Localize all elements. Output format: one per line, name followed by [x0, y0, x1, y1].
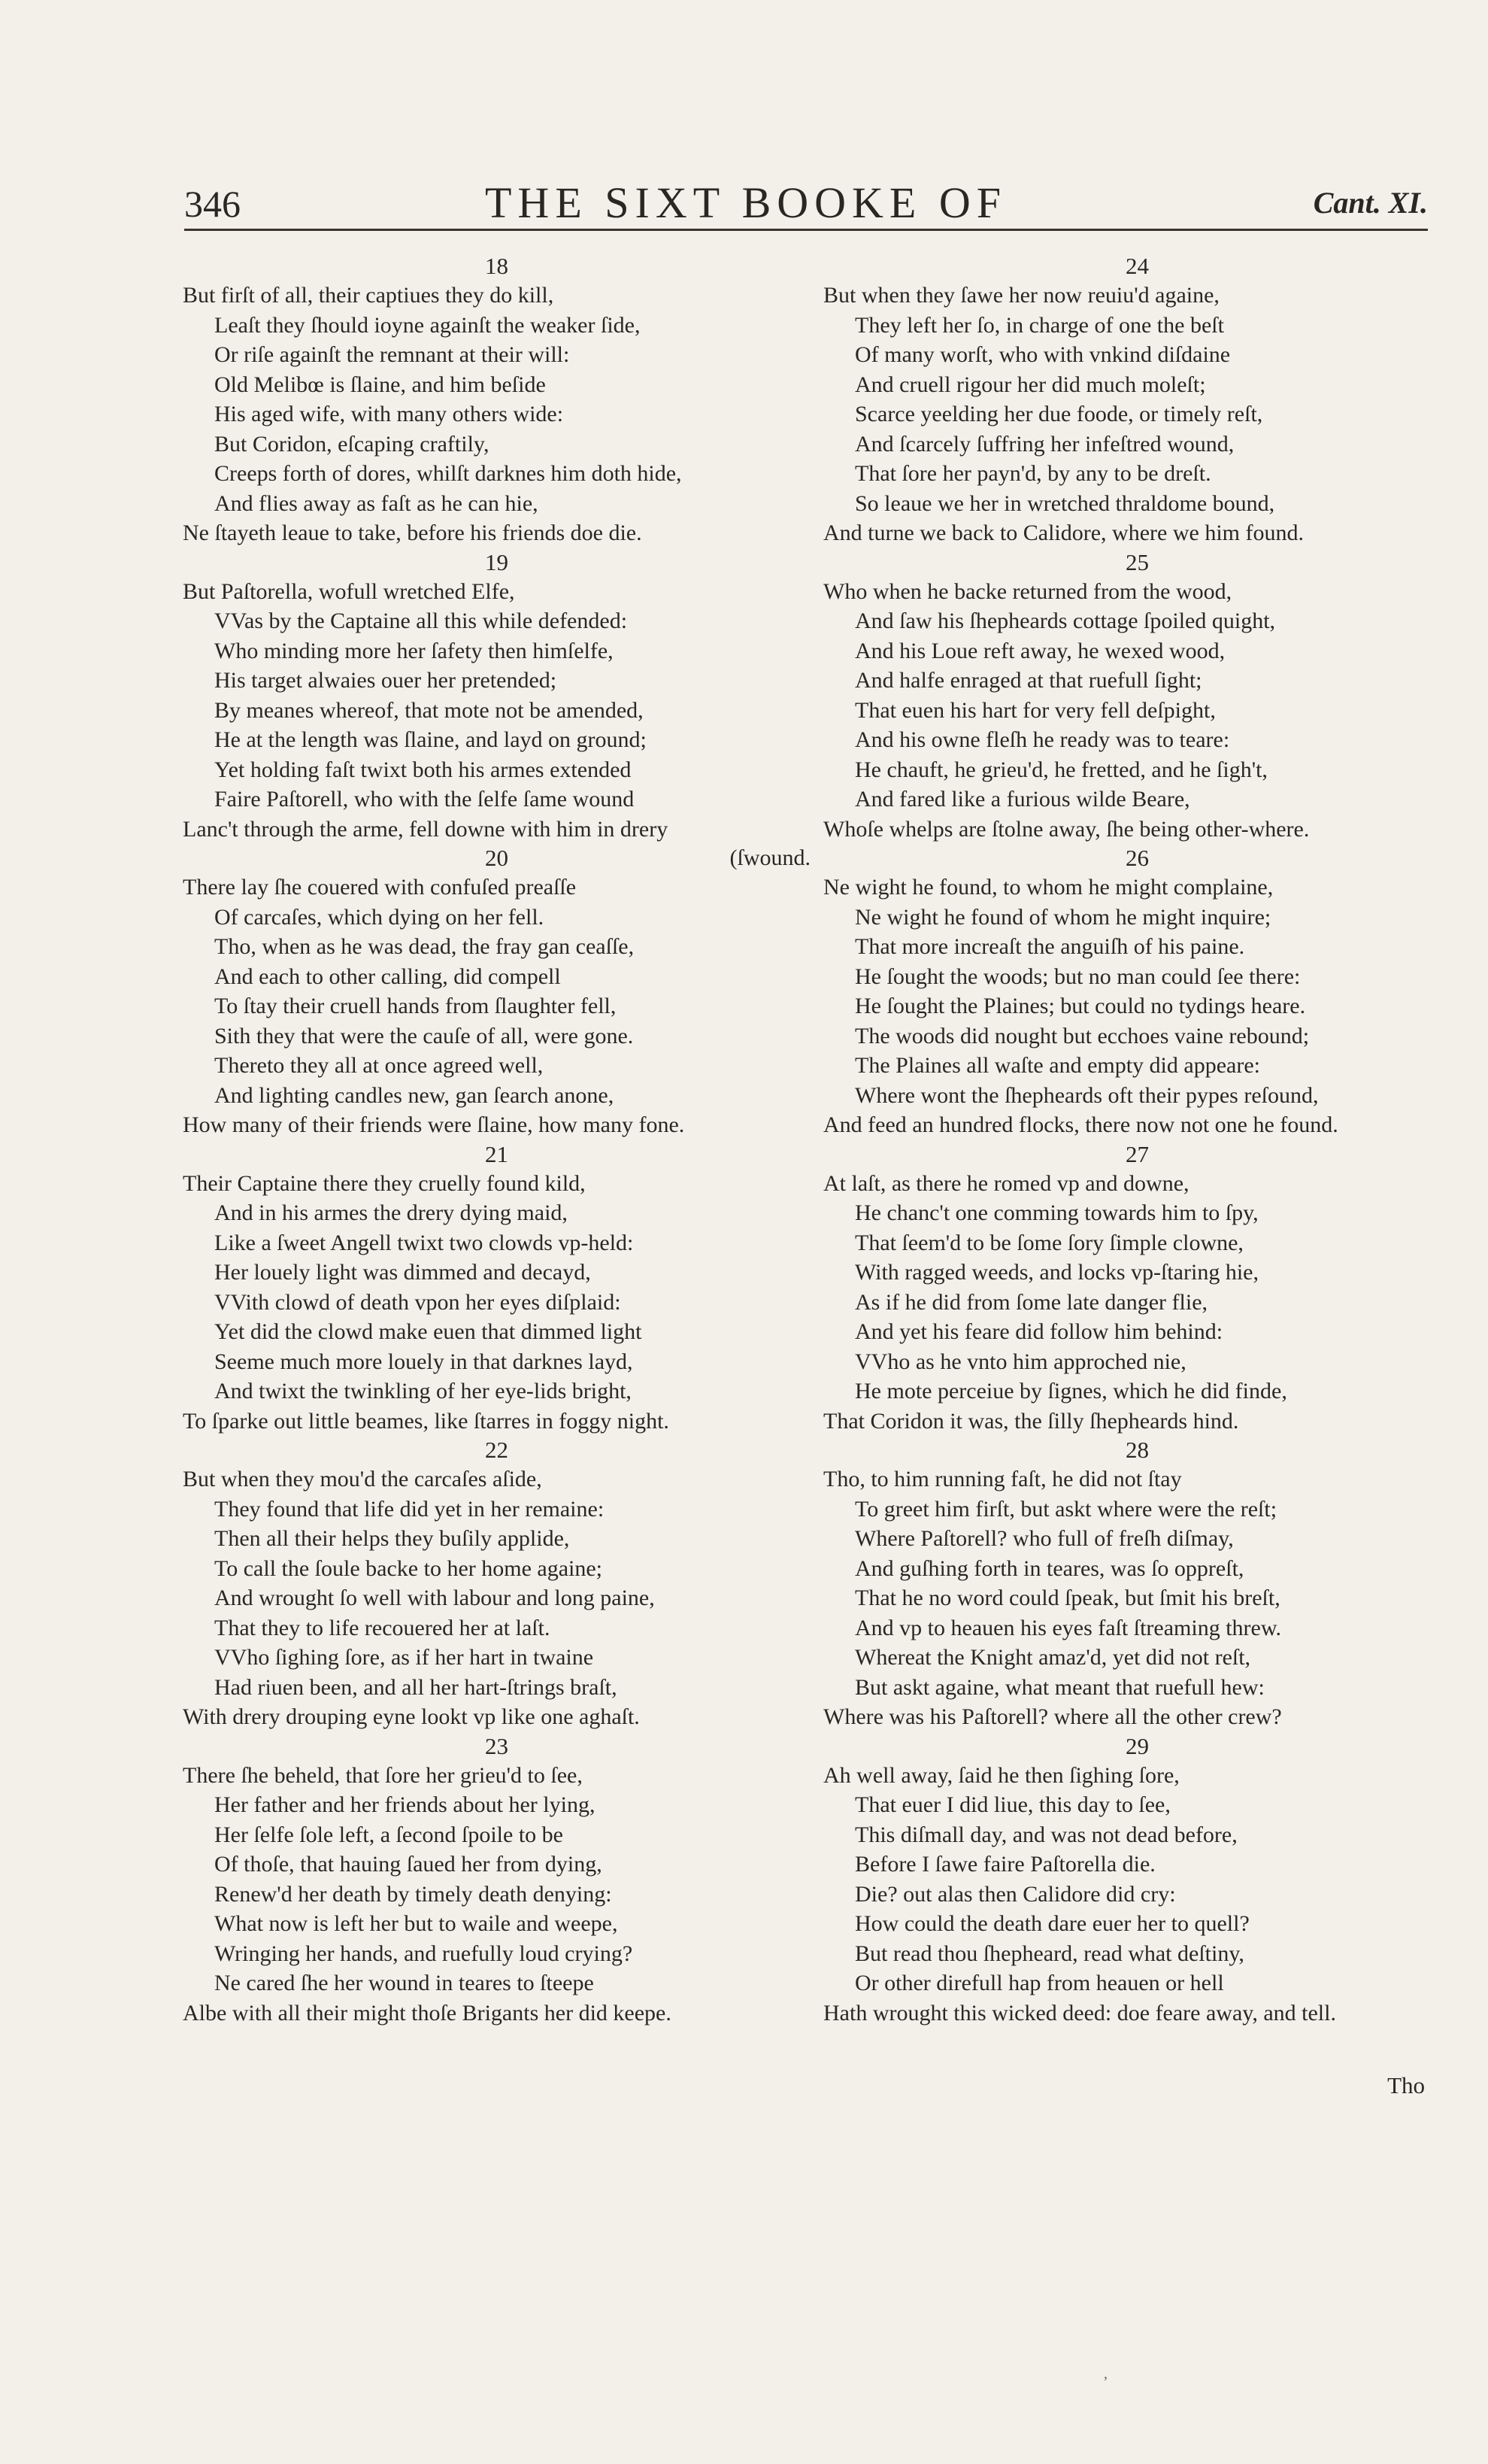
verse-line: Tho, to him running faſt, he did not ſtay: [823, 1467, 1182, 1491]
stanza: [183, 1140, 811, 1437]
turnover-text: (ſwound.: [729, 845, 811, 870]
verse-line: That euen his hart for very fell deſpight,: [855, 697, 1216, 723]
verse-line: To call the ſoule backe to her home againe;: [214, 1555, 603, 1581]
left-column: [183, 252, 811, 2028]
verse-line: That Coridon it was, the ſilly ſhepheards hind.: [823, 1408, 1239, 1434]
verse-line: How many of their friends were ſlaine, how many fone.: [183, 1112, 685, 1137]
verse-line: But Paſtorella, wofull wretched Elfe,: [183, 578, 515, 604]
verse-line: That he no word could ſpeak, but ſmit his breſt,: [855, 1586, 1280, 1610]
verse-line: Old Melibœ is ſlaine, and him beſide: [214, 372, 546, 397]
verse-line: That more increaſt the anguiſh of his paine.: [855, 934, 1245, 959]
verse-line: And guſhing forth in teares, was ſo oppreſt,: [855, 1555, 1244, 1581]
verse-line: Or riſe againſt the remnant at their will:: [214, 342, 570, 367]
verse-line: Ne cared ſhe her wound in teares to ſteepe: [214, 1971, 594, 1995]
verse-line: But Coridon, eſcaping craftily,: [214, 431, 489, 457]
verse-line: VVas by the Captaine all this while defended:: [214, 608, 628, 633]
verse-line: And twixt the twinkling of her eye-lids bright,: [214, 1379, 632, 1403]
verse-line: He at the length was ſlaine, and layd on ground;: [214, 727, 647, 752]
verse-line: Lanc't through the arme, fell downe with him in drery: [183, 816, 668, 842]
verse-line: His target alwaies ouer her pretended;: [214, 668, 557, 693]
stanza-number: 24: [1126, 253, 1149, 279]
verse-line: Her louely light was dimmed and decayd,: [214, 1260, 591, 1285]
verse-line: That ſore her payn'd, by any to be dreſt.: [855, 461, 1211, 486]
verse-line: And ſaw his ſhepheards cottage ſpoiled quight,: [855, 608, 1276, 633]
verse-line: They found that life did yet in her remaine:: [214, 1496, 605, 1522]
stanza-number: 19: [485, 548, 508, 575]
verse-line: And yet his feare did follow him behind:: [855, 1319, 1223, 1344]
verse-line: And vp to heauen his eyes faſt ſtreaming threw.: [855, 1615, 1282, 1640]
verse-line: The woods did nought but ecchoes vaine rebound;: [855, 1023, 1310, 1048]
verse-line: VVith clowd of death vpon her eyes diſplaid:: [214, 1289, 621, 1315]
stanza-number: 20 (ſwound.: [485, 845, 811, 871]
verse-line: Renew'd her death by timely death denying:: [214, 1881, 612, 1907]
verse-line: Who when he backe returned from the wood,: [823, 578, 1232, 604]
verse-line: To greet him firſt, but askt where were the reſt;: [855, 1496, 1277, 1522]
verse-line: Their Captaine there they cruelly found kild,: [183, 1170, 586, 1196]
verse-line: He chanc't one comming towards him to ſpy,: [855, 1200, 1259, 1225]
verse-line: The Plaines all waſte and empty did appeare:: [855, 1053, 1260, 1078]
verse-line: With ragged weeds, and locks vp-ſtaring hie,: [855, 1260, 1259, 1285]
verse-line: Or other direfull hap from heauen or hell: [855, 1971, 1224, 1995]
verse-line: Ne wight he found, to whom he might complaine,: [823, 875, 1274, 900]
page-blemish: ,: [1104, 2365, 1108, 2382]
stanza-number: 22: [485, 1437, 508, 1463]
verse-line: Of thoſe, that hauing ſaued her from dying,: [214, 1852, 602, 1877]
verse-line: Before I ſawe faire Paſtorella die.: [855, 1852, 1156, 1877]
canto-label: Cant. XI.: [1313, 186, 1428, 220]
verse-line: And his owne fleſh he ready was to teare:: [855, 727, 1230, 752]
verse-line: By meanes whereof, that mote not be amended,: [214, 697, 644, 723]
verse-line: This diſmall day, and was not dead before,: [855, 1822, 1238, 1847]
verse-line: That they to life recouered her at laſt.: [214, 1615, 550, 1640]
verse-line: Her ſelfe ſole left, a ſecond ſpoile to be: [214, 1822, 563, 1847]
verse-line: Wringing her hands, and ruefully loud crying?: [214, 1941, 633, 1966]
verse-line: And each to other calling, did compell: [214, 963, 561, 989]
verse-line: Seeme much more louely in that darknes layd,: [214, 1349, 633, 1374]
stanza-number: 18: [485, 253, 508, 279]
stanza-number: 26: [1126, 845, 1149, 871]
verse-line: They left her ſo, in charge of one the beſt: [855, 312, 1224, 338]
verse-line: Whereat the Knight amaz'd, yet did not reſt,: [855, 1645, 1251, 1670]
verse-line: Of many worſt, who with vnkind diſdaine: [855, 342, 1231, 367]
page-number: 346: [184, 183, 241, 225]
verse-line: Then all their helps they buſily applide,: [214, 1526, 570, 1551]
verse-line: Yet holding faſt twixt both his armes extended: [214, 757, 632, 782]
verse-line: At laſt, as there he romed vp and downe,: [823, 1170, 1189, 1196]
verse-line: And feed an hundred flocks, there now not one he found.: [823, 1112, 1338, 1137]
verse-line: Sith they that were the cauſe of all, were gone.: [214, 1023, 634, 1048]
verse-line: He chauft, he grieu'd, he fretted, and he ſigh't,: [855, 757, 1268, 782]
verse-line: Hath wrought this wicked deed: doe feare away, and tell.: [823, 2000, 1336, 2026]
stanza: [823, 1436, 1451, 1732]
stanza: [183, 1732, 811, 2029]
verse-line: And wrought ſo well with labour and long paine,: [214, 1586, 655, 1610]
verse-line: Ah well away, ſaid he then ſighing ſore,: [823, 1762, 1180, 1788]
verse-line: Thereto they all at once agreed well,: [214, 1053, 544, 1078]
stanza: [823, 548, 1451, 845]
stanza: [183, 548, 811, 845]
verse-line: Faire Paſtorell, who with the ſelfe ſame wound: [214, 787, 635, 812]
verse-line: Of carcaſes, which dying on her fell.: [214, 904, 544, 930]
verse-line: So leaue we her in wretched thraldome bound,: [855, 490, 1275, 516]
verse-line: Like a ſweet Angell twixt two clowds vp-held:: [214, 1230, 634, 1255]
verse-line: Her father and her friends about her lying,: [214, 1792, 596, 1817]
stanza-number: 21: [485, 1140, 508, 1167]
stanza-number: 28: [1126, 1437, 1149, 1463]
verse-line: But when they mou'd the carcaſes aſide,: [183, 1467, 542, 1491]
verse-line: Whoſe whelps are ſtolne away, ſhe being other-where.: [823, 816, 1310, 842]
stanza: [183, 252, 811, 548]
verse-line: VVho ſighing ſore, as if her hart in twaine: [214, 1645, 594, 1670]
verse-line: VVho as he vnto him approched nie,: [855, 1349, 1186, 1374]
verse-line: And turne we back to Calidore, where we him found.: [823, 520, 1304, 545]
verse-line: But read thou ſhepheard, read what deſtiny,: [855, 1941, 1244, 1966]
verse-line: Albe with all their might thoſe Brigants her did keepe.: [183, 2000, 671, 2026]
verse-line: To ſtay their cruell hands from ſlaughter fell,: [214, 994, 617, 1018]
verse-line: What now is left her but to waile and weepe,: [214, 1911, 618, 1936]
right-column: [823, 252, 1451, 2028]
stanza-number: 27: [1126, 1140, 1149, 1167]
stanza: [183, 844, 811, 1140]
stanza-number: 29: [1126, 1732, 1149, 1759]
stanza-number: 23: [485, 1732, 508, 1759]
stanza: [183, 1436, 811, 1732]
verse-line: Leaſt they ſhould ioyne againſt the weaker ſide,: [214, 312, 641, 338]
verse-line: That euer I did liue, this day to ſee,: [855, 1792, 1171, 1817]
verse-line: And flies away as faſt as he can hie,: [214, 490, 538, 516]
stanza: [823, 844, 1451, 1140]
verse-line: As if he did from ſome late danger flie,: [855, 1289, 1208, 1315]
verse-line: And ſcarcely ſuffring her infeſtred wound,: [855, 431, 1235, 457]
verse-line: Creeps forth of dores, whilſt darknes him doth hide,: [214, 461, 682, 486]
verse-line: There lay ſhe couered with confuſed preaſſe: [183, 875, 577, 900]
verse-line: Scarce yeelding her due foode, or timely reſt,: [855, 402, 1263, 426]
verse-line: But firſt of all, their captiues they do kill,: [183, 283, 554, 308]
verse-line: Where was his Paſtorell? where all the other crew?: [823, 1704, 1282, 1729]
verse-line: Who minding more her ſafety then himſelfe,: [214, 638, 614, 663]
verse-line: Die? out alas then Calidore did cry:: [855, 1881, 1176, 1907]
verse-line: Ne wight he found of whom he might inquire;: [855, 904, 1271, 930]
stanza: [823, 252, 1451, 548]
verse-line: And cruell rigour her did much moleſt;: [855, 372, 1206, 397]
verse-line: There ſhe beheld, that ſore her grieu'd to ſee,: [183, 1762, 583, 1788]
stanza-number: 25: [1126, 548, 1149, 575]
verse-line: But askt againe, what meant that ruefull hew:: [855, 1674, 1265, 1700]
running-title: THE SIXT BOOKE OF: [485, 178, 1007, 227]
verse-line: Yet did the clowd make euen that dimmed light: [214, 1319, 642, 1344]
verse-line: Where wont the ſhepheards oft their pypes reſound,: [855, 1082, 1319, 1108]
verse-line: He mote perceiue by ſignes, which he did finde,: [855, 1379, 1287, 1403]
verse-line: Where Paſtorell? who full of freſh diſmay,: [855, 1526, 1234, 1551]
verse-line: And halfe enraged at that ruefull ſight;: [855, 668, 1202, 693]
verse-line: Had riuen been, and all her hart-ſtrings braſt,: [214, 1674, 617, 1700]
verse-line: And fared like a furious wilde Beare,: [855, 787, 1190, 812]
verse-line: To ſparke out little beames, like ſtarres in foggy night.: [183, 1408, 669, 1434]
header-rule: [184, 229, 1428, 231]
verse-line: With drery drouping eyne lookt vp like one aghaſt.: [183, 1704, 640, 1729]
verse-line: And in his armes the drery dying maid,: [214, 1200, 568, 1225]
stanza: [823, 1140, 1451, 1437]
verse-line: And lighting candles new, gan ſearch anone,: [214, 1082, 614, 1108]
verse-line: That ſeem'd to be ſome ſory ſimple clowne,: [855, 1230, 1244, 1255]
verse-line: His aged wife, with many others wide:: [214, 402, 564, 426]
catchword: Tho: [1387, 2072, 1425, 2098]
verse-line: And his Loue reft away, he wexed wood,: [855, 638, 1226, 663]
verse-line: Tho, when as he was dead, the fray gan ceaſſe,: [214, 934, 635, 959]
verse-line: Ne ſtayeth leaue to take, before his friends doe die.: [183, 520, 642, 545]
verse-line: He ſought the woods; but no man could ſee there:: [855, 963, 1301, 989]
verse-line: But when they ſawe her now reuiu'd againe,: [823, 283, 1220, 308]
verse-line: He ſought the Plaines; but could no tydings heare.: [855, 994, 1306, 1018]
stanza: [823, 1732, 1451, 2029]
verse-line: How could the death dare euer her to quell?: [855, 1911, 1250, 1936]
